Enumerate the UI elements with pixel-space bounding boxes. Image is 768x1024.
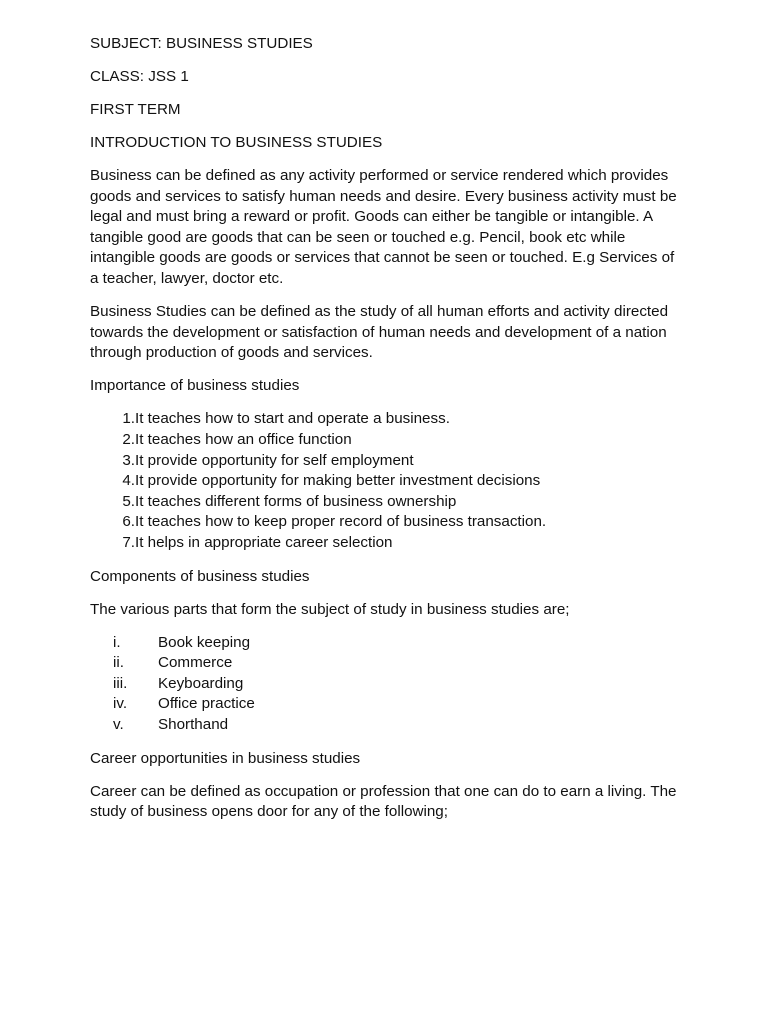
document-page	[90, 34, 680, 835]
list-item: 1. It teaches how to start and operate a business.	[122, 410, 450, 428]
importance-heading: Importance of business studies	[90, 377, 300, 395]
business-definition-paragraph: Business can be defined as any activity performed or service rendered which provides goods and services to satisfy human needs and desire. Every business activity must be legal and must bring a reward or profit. Goods can either be tangible or intangible. A tangible good are goods that can be seen or touched e.g. Pencil, book etc while intangible goods are goods or services that cannot be seen or touched. E.g Services of a teacher, lawyer, doctor etc.	[90, 166, 677, 287]
list-item: 2. It teaches how an office function	[122, 431, 352, 449]
career-heading: Career opportunities in business studies	[90, 749, 361, 767]
components-heading: Components of business studies	[90, 567, 310, 585]
list-item: 7. It helps in appropriate career selection	[122, 534, 393, 552]
list-item: iii. Keyboarding	[113, 674, 244, 692]
components-intro: The various parts that form the subject of study in business studies are;	[90, 600, 570, 618]
class-line: CLASS: JSS 1	[90, 67, 189, 85]
list-item: iv. Office practice	[113, 695, 255, 713]
career-paragraph: Career can be defined as occupation or profession that one can do to earn a living. The study of business opens door for any of the following;	[90, 782, 677, 821]
list-item: ii. Commerce	[113, 654, 233, 672]
list-item: 3. It provide opportunity for self employment	[122, 451, 414, 469]
business-studies-definition-paragraph: Business Studies can be defined as the study of all human efforts and activity directed towards the development or satisfaction of human needs and development of a nation through production of goods and services.	[90, 303, 669, 362]
term-line: FIRST TERM	[90, 100, 181, 118]
importance-list	[90, 409, 680, 553]
subject-line: SUBJECT: BUSINESS STUDIES	[90, 35, 313, 52]
list-item: v. Shorthand	[113, 715, 229, 733]
topic-title: INTRODUCTION TO BUSINESS STUDIES	[90, 133, 383, 151]
list-item: 5. It teaches different forms of business ownership	[122, 492, 457, 510]
list-item: 4. It provide opportunity for making better investment decisions	[122, 472, 541, 490]
list-item: 6. It teaches how to keep proper record of business transaction.	[122, 513, 547, 531]
components-list	[90, 633, 680, 736]
list-item: i. Book keeping	[113, 633, 251, 651]
